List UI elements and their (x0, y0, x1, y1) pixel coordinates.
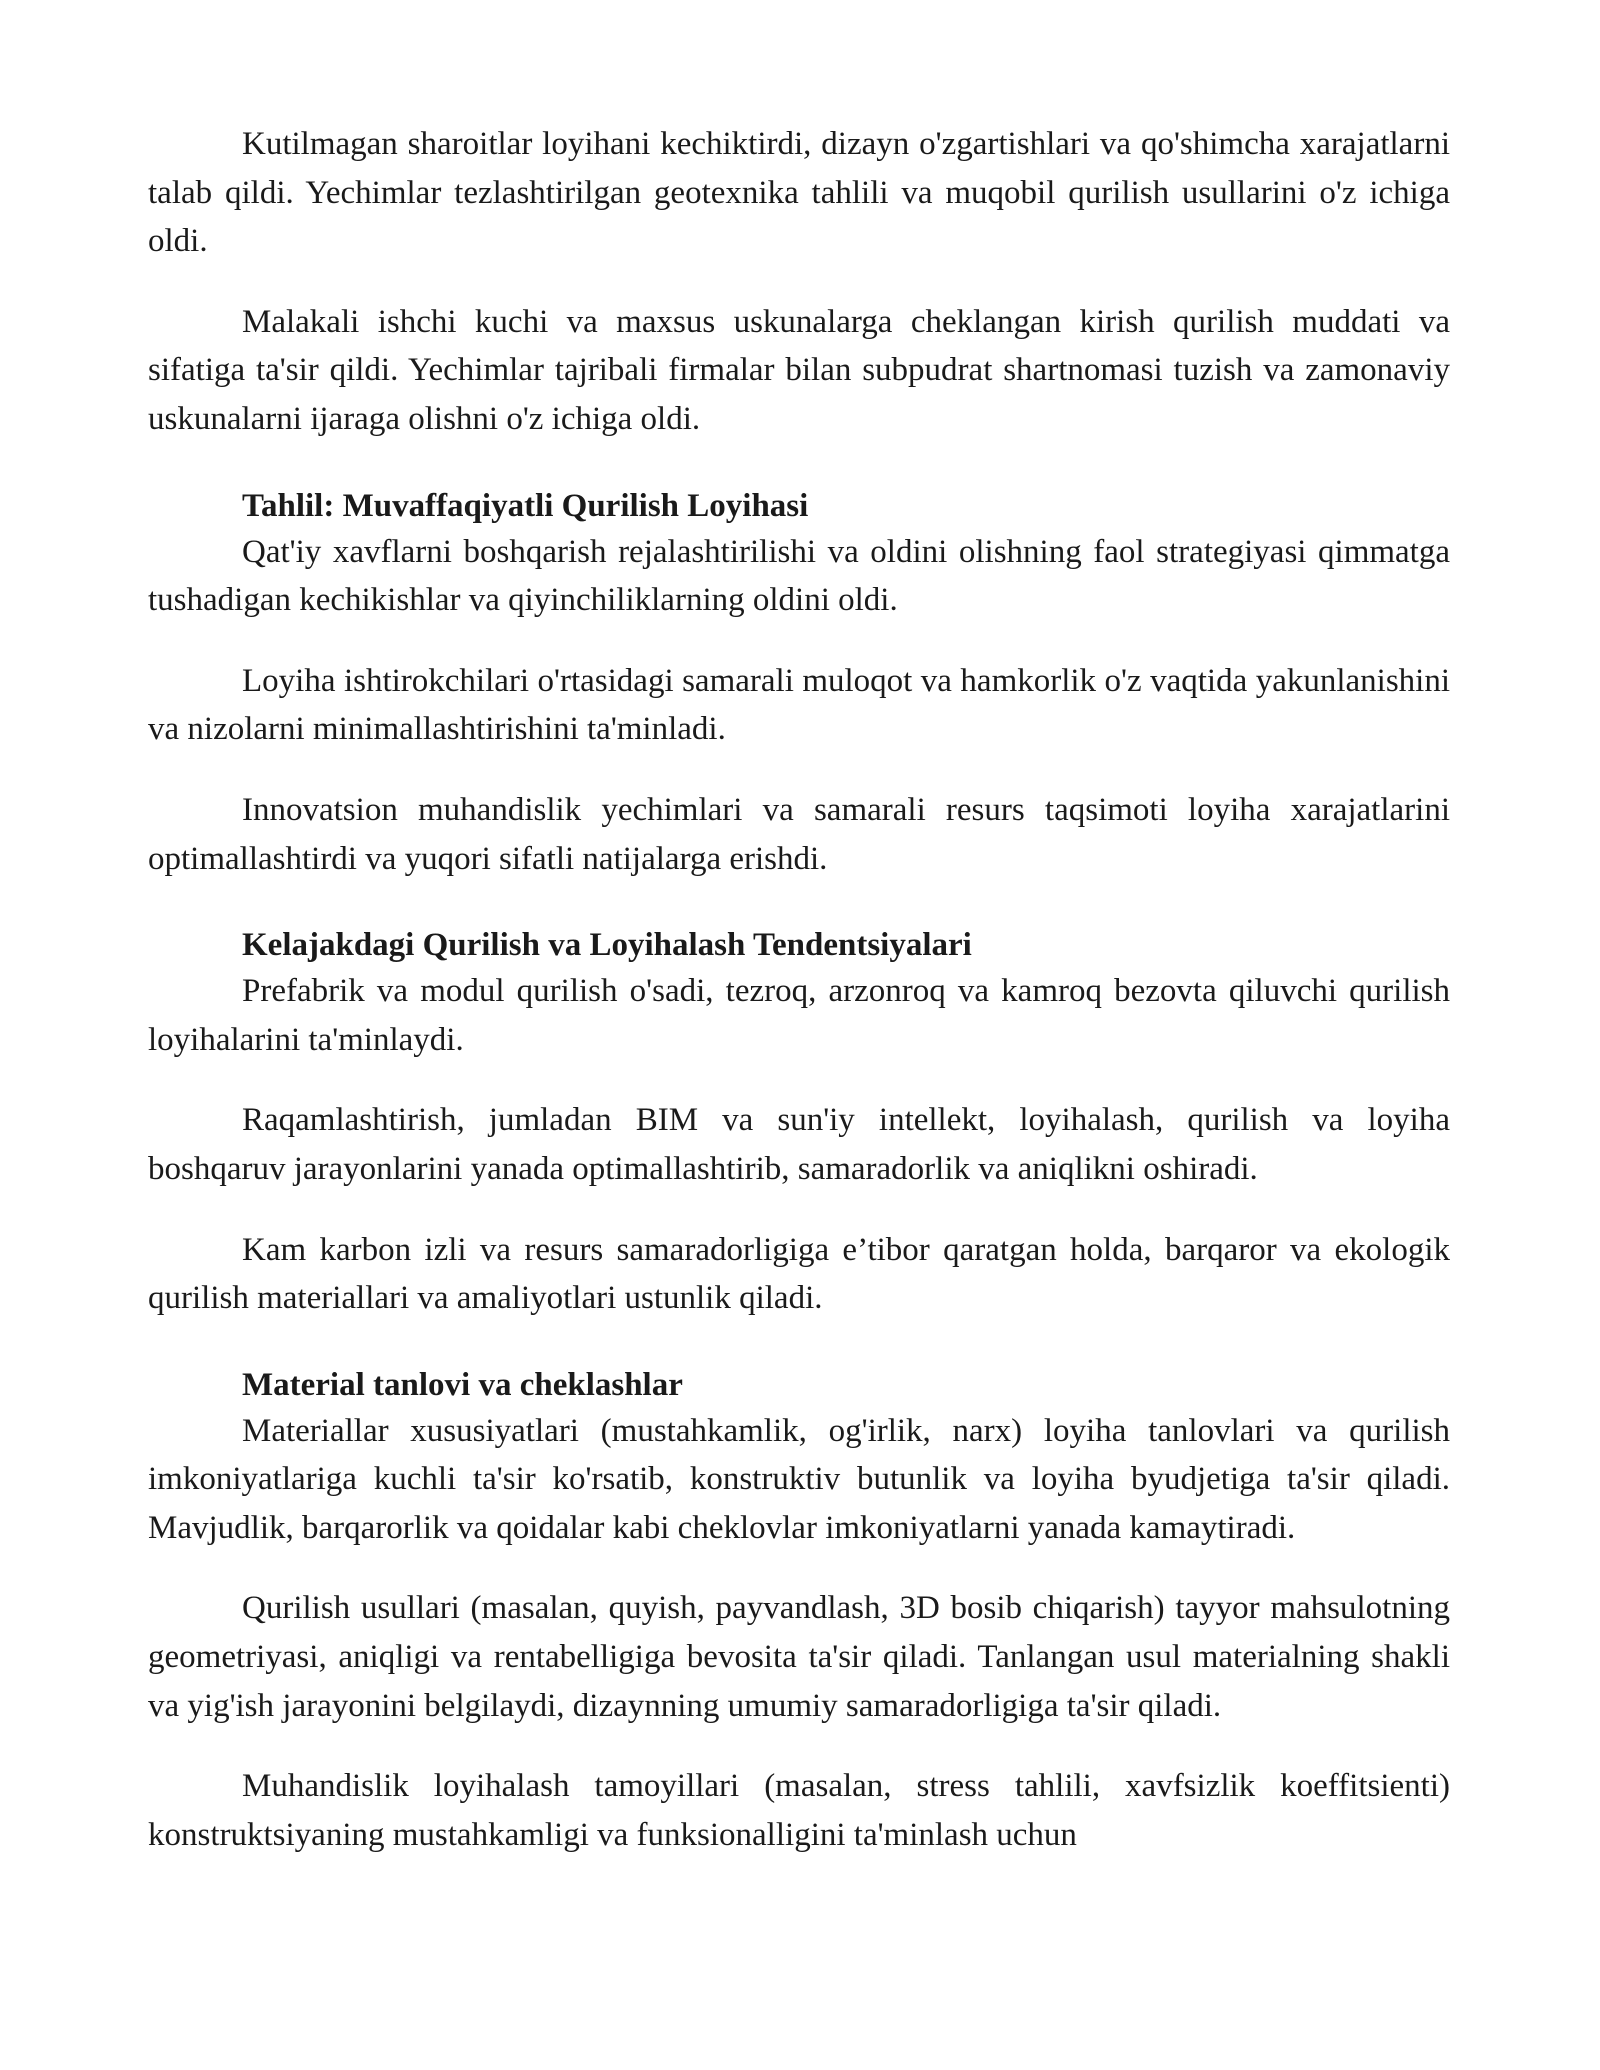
paragraph: Materiallar xususiyatlari (mustahkamlik, og'irlik, narx) loyiha tanlovlari va qurilish imkoniyatlariga kuchli ta'sir ko'rsatib, konstruktiv butunlik va loyiha byudjetiga ta'sir qiladi. Mavjudlik, barqarorlik va qoidalar kabi cheklovlar imkoniyatlarni yanada kamaytiradi. (148, 1412, 1450, 1546)
paragraph: Qat'iy xavflarni boshqarish rejalashtirilishi va oldini olishning faol strategiyasi qimmatga tushadigan kechikishlar va qiyinchiliklarning oldini oldi. (148, 533, 1450, 619)
section-heading: Kelajakdagi Qurilish va Loyihalash Tendentsiyalari (242, 927, 972, 964)
section-heading: Material tanlovi va cheklashlar (242, 1366, 683, 1403)
section-analysis (148, 484, 1450, 884)
paragraph: Innovatsion muhandislik yechimlari va samarali resurs taqsimoti loyiha xarajatlarini optimallashtirdi va yuqori sifatli natijalarga erishdi. (148, 791, 1450, 877)
paragraph: Malakali ishchi kuchi va maxsus uskunalarga cheklangan kirish qurilish muddati va sifatiga ta'sir qildi. Yechimlar tajribali firmalar bilan subpudrat shartnomasi tuzish va zamonaviy uskunalarni ijaraga olishni o'z ichiga oldi. (148, 303, 1450, 437)
paragraph: Raqamlashtirish, jumladan BIM va sun'iy intellekt, loyihalash, qurilish va loyiha boshqaruv jarayonlarini yanada optimallashtirib, samaradorlik va aniqlikni oshiradi. (148, 1102, 1450, 1187)
section-future-trends (148, 923, 1450, 1323)
paragraph: Qurilish usullari (masalan, quyish, payvandlash, 3D bosib chiqarish) tayyor mahsulotning geometriyasi, aniqligi va rentabelligiga bevosita ta'sir qiladi. Tanlangan usul materialning shakli va yig'ish jarayonini belgilaydi, dizaynning umumiy samaradorligiga ta'sir qiladi. (148, 1590, 1450, 1724)
paragraph: Prefabrik va modul qurilish o'sadi, tezroq, arzonroq va kamroq bezovta qiluvchi qurilish loyihalarini ta'minlaydi. (148, 973, 1450, 1058)
section-material-selection (148, 1363, 1450, 1860)
section-heading: Tahlil: Muvaffaqiyatli Qurilish Loyihasi (242, 487, 809, 524)
paragraph: Kam karbon izli va resurs samaradorligiga e’tibor qaratgan holda, barqaror va ekologik qurilish materiallari va amaliyotlari ustunlik qiladi. (148, 1231, 1450, 1317)
paragraph: Muhandislik loyihalash tamoyillari (masalan, stress tahlili, xavfsizlik koeffitsienti) konstruktsiyaning mustahkamligi va funksionalligini ta'minlash uchun (148, 1768, 1450, 1853)
paragraph: Loyiha ishtirokchilari o'rtasidagi samarali muloqot va hamkorlik o'z vaqtida yakunlanishini va nizolarni minimallashtirishini ta'minladi. (148, 662, 1450, 748)
paragraph: Kutilmagan sharoitlar loyihani kechiktirdi, dizayn o'zgartishlari va qo'shimcha xarajatlarni talab qildi. Yechimlar tezlashtirilgan geotexnika tahlili va muqobil qurilish usullarini o'z ichiga oldi. (148, 126, 1450, 260)
document-page (148, 120, 1450, 1859)
